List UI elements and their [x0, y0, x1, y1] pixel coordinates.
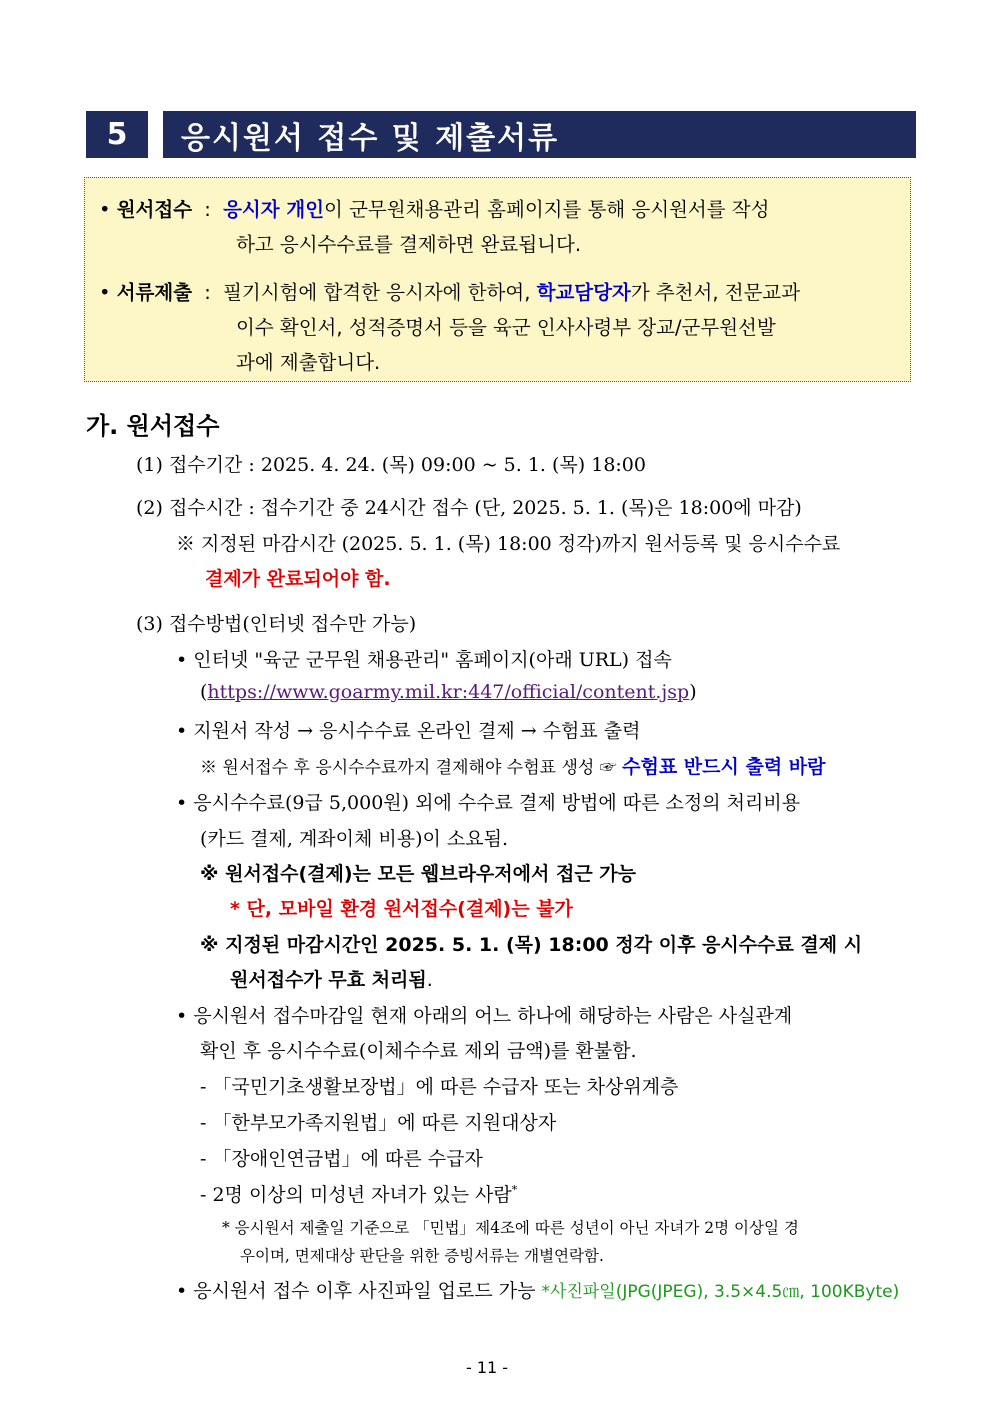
summary-item-application: • 원서접수 : 응시자 개인이 군무원채용관리 홈페이지를 통해 응시원서를 작성 [99, 198, 770, 221]
deadline-note: ※ 지정된 마감시간 (2025. 5. 1. (목) 18:00 정각)까지 원서등록 및 응시수수료 [176, 533, 841, 555]
hours-item: (2) 접수시간 : 접수기간 중 24시간 접수 (단, 2025. 5. 1. (목)은 18:00에 마감) [136, 497, 802, 519]
method-item: (3) 접수방법(인터넷 접수만 가능) [136, 613, 417, 635]
refund-footnote-cont: 우이며, 면제대상 판단을 위한 증빙서류는 개별연락함. [240, 1247, 604, 1265]
bullet-fee: • 응시수수료(9급 5,000원) 외에 수수료 결제 방법에 따른 소정의 처리비용 [176, 792, 801, 814]
homepage-link[interactable]: https://www.goarmy.mil.kr:447/official/content.jsp [207, 681, 690, 703]
mobile-note: * 단, 모바일 환경 원서접수(결제)는 불가 [230, 898, 573, 920]
invalid-note-cont: 원서접수가 무효 처리됨. [230, 969, 433, 991]
bullet-fee-cont: (카드 결제, 계좌이체 비용)이 소요됨. [200, 828, 509, 850]
summary-item-documents-cont: 이수 확인서, 성적증명서 등을 육군 인사사령부 장교/군무원선발 [236, 316, 776, 339]
refund-footnote: * 응시원서 제출일 기준으로 「민법」제4조에 따른 성년이 아닌 자녀가 2명 이상일 경 [222, 1219, 799, 1237]
summary-item-documents: • 서류제출 : 필기시험에 합격한 응시자에 한하여, 학교담당자가 추천서, 전문교과 [99, 281, 801, 304]
browser-note: ※ 원서접수(결제)는 모든 웹브라우저에서 접근 가능 [200, 863, 636, 885]
summary-box [84, 177, 911, 382]
bullet-process: • 지원서 작성 → 응시수수료 온라인 결제 → 수험표 출력 [176, 720, 641, 742]
refund-target-2: - 「한부모가족지원법」에 따른 지원대상자 [200, 1112, 557, 1134]
bullet-refund: • 응시원서 접수마감일 현재 아래의 어느 하나에 해당하는 사람은 사실관계 [176, 1005, 793, 1027]
bullet-photo: • 응시원서 접수 이후 사진파일 업로드 가능 *사진파일(JPG(JPEG), 3.5×4.5㎝, 100KByte) [176, 1280, 900, 1302]
refund-target-4: - 2명 이상의 미성년 자녀가 있는 사람* [200, 1183, 518, 1206]
section-title: 응시원서 접수 및 제출서류 [163, 111, 916, 158]
section-number: 5 [86, 111, 148, 158]
summary-item-documents-cont2: 과에 제출합니다. [236, 351, 381, 374]
ticket-note: ※ 원서접수 후 응시수수료까지 결제해야 수험표 생성 ☞ 수험표 반드시 출력 바람 [200, 756, 826, 778]
url-line: (https://www.goarmy.mil.kr:447/official/content.jsp) [200, 681, 697, 703]
refund-target-3: - 「장애인연금법」에 따른 수급자 [200, 1148, 483, 1170]
bullet-refund-cont: 확인 후 응시수수료(이체수수료 제외 금액)를 환불함. [200, 1040, 637, 1062]
period-item: (1) 접수기간 : 2025. 4. 24. (목) 09:00 ~ 5. 1. (목) 18:00 [136, 454, 646, 476]
bullet-homepage: • 인터넷 "육군 군무원 채용관리" 홈페이지(아래 URL) 접속 [176, 649, 672, 671]
invalid-note: ※ 지정된 마감시간인 2025. 5. 1. (목) 18:00 정각 이후 응시수수료 결제 시 [200, 934, 863, 956]
refund-target-1: - 「국민기초생활보장법」에 따른 수급자 또는 차상위계층 [200, 1076, 679, 1098]
page-number: - 11 - [466, 1358, 509, 1377]
summary-item-application-cont: 하고 응시수수료를 결제하면 완료됩니다. [236, 233, 582, 256]
deadline-warning: 결제가 완료되어야 함. [205, 568, 391, 590]
subsection-title: 가. 원서접수 [86, 412, 220, 440]
